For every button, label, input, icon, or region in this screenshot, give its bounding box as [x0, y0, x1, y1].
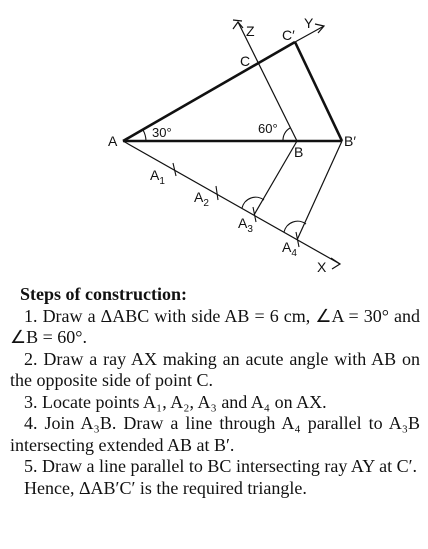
- line-z-tick: [233, 20, 242, 21]
- label-y: Y: [304, 15, 314, 31]
- label-b-prime: B′: [344, 133, 356, 149]
- label-c: C: [240, 53, 251, 69]
- angle-label-b: 60°: [258, 121, 278, 136]
- step-4: 4. Join A₃B. Draw a line through A₄ parallel to A₃B intersecting extended AB at B′.: [10, 413, 420, 455]
- segment-a4-b-prime: [297, 141, 342, 240]
- angle-arc-a: [143, 130, 146, 141]
- segment-b-prime-c-prime: [295, 42, 342, 141]
- label-x: X: [317, 259, 327, 275]
- step-3: 3. Locate points A₁, A₂, A₃ and A₄ on AX.: [24, 391, 327, 412]
- label-a2: $A_2$: [194, 189, 209, 209]
- segment-a3-b: [254, 141, 297, 215]
- angle-label-a: 30°: [152, 125, 172, 140]
- label-a: A: [108, 133, 118, 149]
- tick-a2: [216, 186, 218, 200]
- label-z: Z: [246, 23, 255, 39]
- label-a1: $A_1$: [150, 167, 165, 187]
- angle-arc-b: [283, 128, 290, 141]
- steps-conclusion: Hence, ΔAB′C′ is the required triangle.: [24, 477, 307, 498]
- steps-heading: Steps of construction:: [20, 284, 187, 304]
- label-a4: $A_4$: [282, 239, 297, 259]
- label-c-prime: C′: [282, 27, 295, 43]
- label-a3: $A_3$: [238, 215, 253, 235]
- step-1: 1. Draw a ΔABC with side AB = 6 cm, ∠A = 30° and ∠B = 60°.: [10, 305, 420, 347]
- ray-ax: [123, 141, 340, 264]
- construction-steps: [10, 284, 420, 499]
- step-2: 2. Draw a ray AX making an acute angle with AB on the opposite side of point C.: [10, 348, 420, 390]
- label-b: B: [294, 144, 304, 160]
- step-5: 5. Draw a line parallel to BC intersecting ray AY at C′.: [24, 456, 418, 476]
